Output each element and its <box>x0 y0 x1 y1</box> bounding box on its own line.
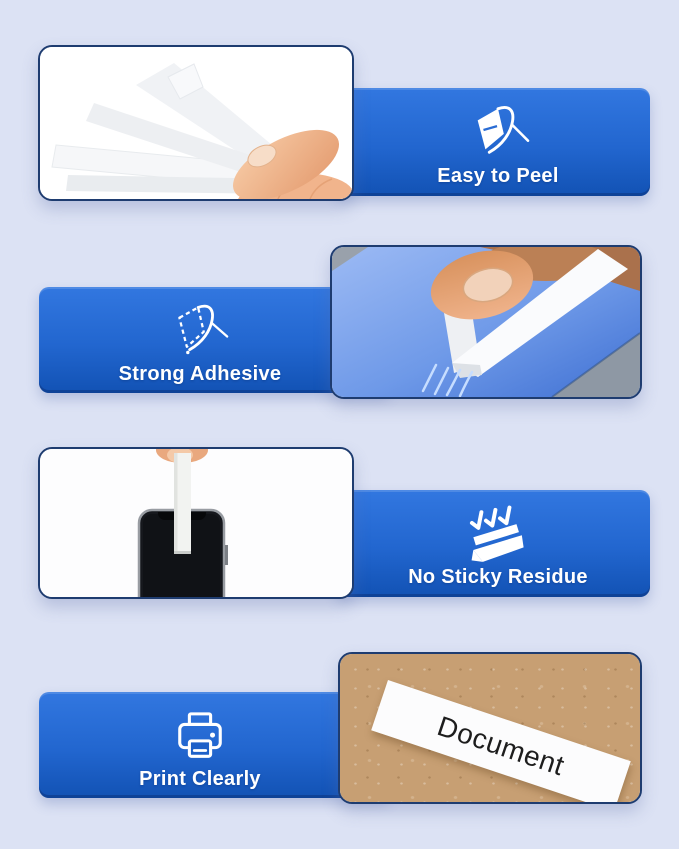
feature-banner-no-sticky-residue <box>336 490 650 597</box>
feature-label: Print Clearly <box>139 767 261 790</box>
photo-document-label-on-cardboard <box>338 652 642 804</box>
feature-label: No Sticky Residue <box>408 566 588 588</box>
feature-label: Strong Adhesive <box>118 362 282 385</box>
photo-illustration-peeling-strips <box>40 47 352 199</box>
photo-finger-peeling-label <box>330 245 642 399</box>
cardboard-surface <box>340 654 640 802</box>
photo-hand-peeling-strips <box>38 45 354 201</box>
printer-icon-svg <box>171 710 229 764</box>
peel-label-icon-svg <box>463 101 533 161</box>
photo-illustration-blue-board <box>332 247 640 397</box>
document-label-sticker <box>371 680 631 804</box>
photo-label-off-phone <box>38 447 354 599</box>
printer-icon <box>171 702 229 764</box>
photo-illustration-phone <box>40 449 352 597</box>
document-label-text: Document <box>433 709 569 781</box>
dashed-peel-label-icon-svg <box>165 299 235 359</box>
feature-banner-easy-to-peel <box>336 88 650 196</box>
peel-label-icon <box>463 99 533 161</box>
clean-peel-check-icon-svg <box>461 500 535 562</box>
feature-label: Easy to Peel <box>437 164 559 187</box>
dashed-peel-label-icon <box>165 297 235 359</box>
clean-peel-check-icon <box>461 500 535 562</box>
